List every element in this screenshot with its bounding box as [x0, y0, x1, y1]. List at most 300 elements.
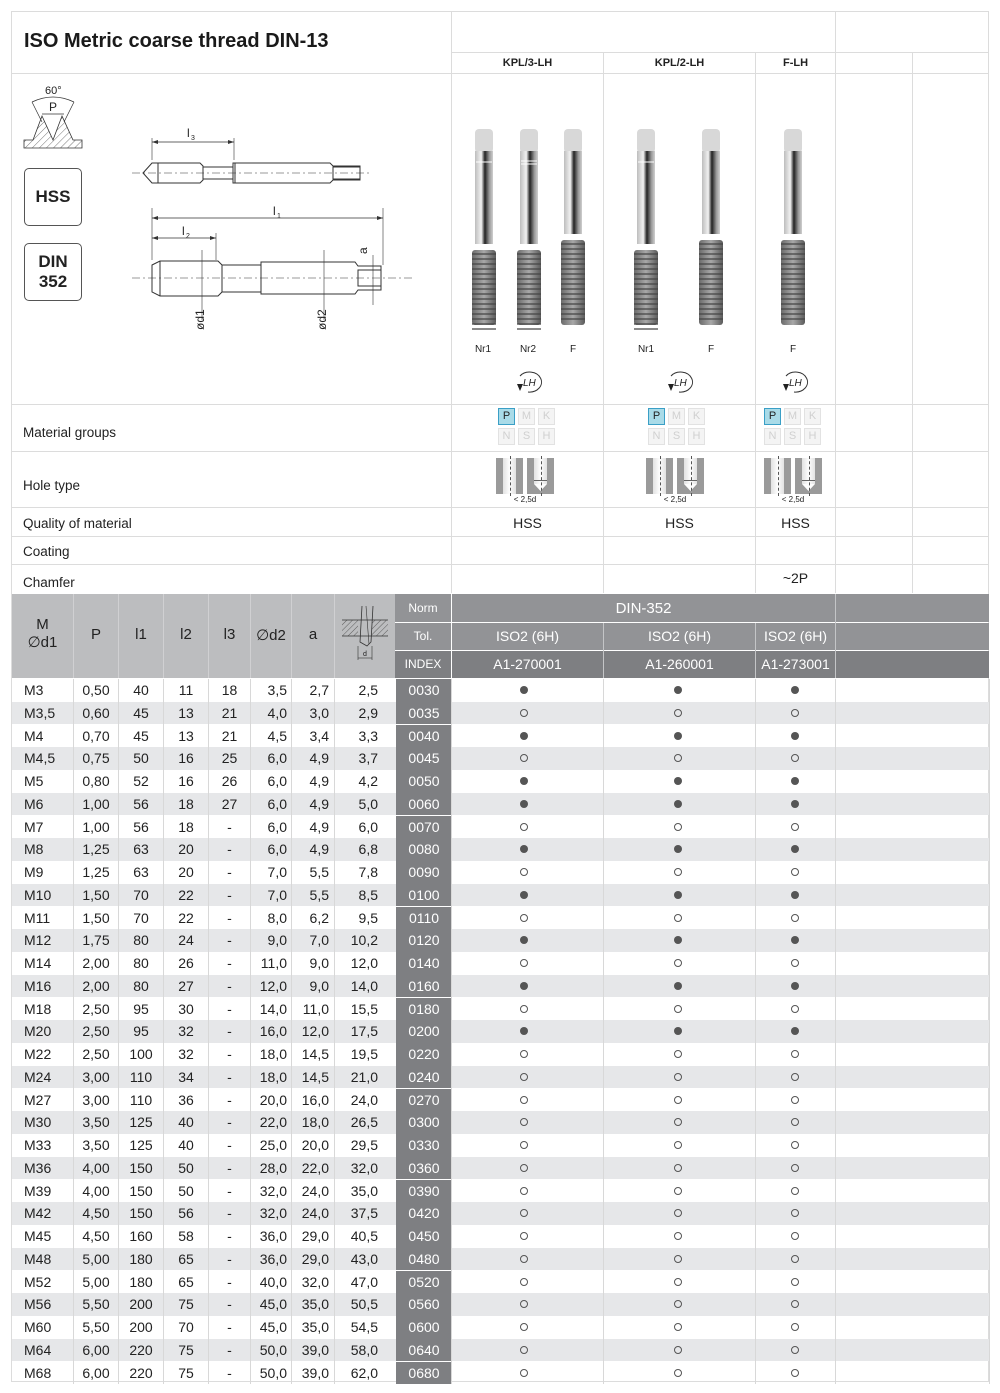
- cell-d2: 6,0: [267, 841, 287, 858]
- cell-l3: -: [227, 1296, 232, 1313]
- cell-a: 20,0: [301, 1137, 329, 1153]
- cell-m: M68: [24, 1364, 52, 1381]
- quality-value: HSS: [513, 515, 542, 531]
- divider: [912, 52, 913, 593]
- cell-l1: 70: [133, 886, 149, 903]
- cell-a: 24,0: [301, 1205, 329, 1222]
- cell-l3: -: [227, 1000, 232, 1017]
- availability-on-request-icon: [791, 1209, 799, 1217]
- cell-l2: 30: [178, 1000, 194, 1017]
- availability-on-request-icon: [520, 1346, 528, 1354]
- svg-text:LH: LH: [674, 378, 687, 389]
- availability-on-request-icon: [520, 1232, 528, 1240]
- cell-d2: 7,0: [267, 886, 287, 903]
- cell-l2: 75: [178, 1296, 194, 1313]
- quality-value: HSS: [781, 515, 810, 531]
- availability-on-request-icon: [791, 1232, 799, 1240]
- availability-on-request-icon: [674, 1369, 682, 1377]
- availability-on-request-icon: [791, 754, 799, 762]
- material-group-k: K: [804, 408, 821, 425]
- cell-drill: 3,3: [358, 727, 378, 744]
- material-group-s: S: [518, 428, 535, 445]
- availability-on-request-icon: [791, 1255, 799, 1263]
- availability-on-request-icon: [674, 1187, 682, 1195]
- cell-p: 3,00: [82, 1068, 110, 1085]
- cell-index: 0300: [396, 1111, 452, 1134]
- table-row: [12, 1089, 989, 1112]
- cell-a: 12,0: [301, 1023, 329, 1040]
- cell-l3: -: [227, 886, 232, 903]
- cell-l1: 150: [129, 1182, 153, 1199]
- hole-type-icons: [646, 458, 704, 504]
- col-header-p: P: [90, 626, 101, 643]
- cell-m: M42: [24, 1205, 52, 1222]
- cell-d2: 8,0: [267, 909, 287, 926]
- availability-on-request-icon: [674, 1346, 682, 1354]
- cell-d2: 4,0: [267, 704, 287, 721]
- cell-l2: 50: [178, 1182, 194, 1199]
- cell-m: M39: [24, 1182, 52, 1199]
- col-header-l1: l1: [135, 626, 147, 643]
- cell-a: 5,5: [309, 886, 329, 903]
- quality-value: HSS: [665, 515, 694, 531]
- cell-l1: 52: [133, 773, 149, 789]
- svg-text:ød1: ød1: [193, 309, 207, 330]
- cell-l1: 180: [129, 1273, 153, 1290]
- availability-on-request-icon: [520, 1164, 528, 1172]
- index-label: INDEX: [404, 657, 442, 671]
- hole-type-icons: [496, 458, 554, 504]
- drill-diameter-icon: [340, 604, 390, 671]
- cell-l3: -: [227, 1137, 232, 1153]
- cell-a: 29,0: [301, 1250, 329, 1267]
- cell-d2: 45,0: [259, 1319, 287, 1335]
- cell-index: 0100: [396, 884, 452, 907]
- cell-p: 4,00: [82, 1159, 110, 1176]
- availability-on-request-icon: [791, 709, 799, 717]
- cell-l1: 150: [129, 1159, 153, 1176]
- through-hole-icon: [646, 458, 673, 494]
- cell-index: 0090: [396, 861, 452, 884]
- cell-p: 0,80: [82, 773, 110, 789]
- cell-l1: 220: [129, 1364, 153, 1381]
- cell-l3: -: [227, 1250, 232, 1267]
- availability-on-request-icon: [674, 709, 682, 717]
- availability-on-request-icon: [520, 914, 528, 922]
- cell-drill: 37,5: [350, 1205, 378, 1222]
- material-group-m: M: [668, 408, 685, 425]
- thread-angle-label: 60°: [45, 85, 62, 97]
- availability-on-request-icon: [520, 959, 528, 967]
- article-index[interactable]: A1-270001: [493, 656, 562, 672]
- cell-a: 16,0: [301, 1091, 329, 1108]
- availability-stock-icon: [674, 845, 682, 853]
- availability-stock-icon: [674, 686, 682, 694]
- cell-a: 6,2: [309, 909, 329, 926]
- cell-l1: 80: [133, 955, 149, 971]
- cell-l1: 160: [129, 1228, 153, 1244]
- cell-l3: 27: [221, 795, 238, 812]
- cell-drill: 9,5: [358, 909, 378, 926]
- cell-m: M4,5: [24, 750, 56, 767]
- cell-p: 1,00: [82, 795, 110, 812]
- tap-image: [558, 127, 588, 337]
- availability-on-request-icon: [674, 1278, 682, 1286]
- cell-p: 1,25: [82, 841, 110, 858]
- svg-text:a: a: [356, 247, 370, 254]
- availability-on-request-icon: [520, 709, 528, 717]
- cell-p: 0,60: [82, 704, 110, 721]
- cell-d2: 14,0: [259, 1000, 287, 1017]
- cell-a: 5,5: [309, 864, 329, 880]
- cell-drill: 2,9: [358, 704, 378, 721]
- cell-l3: -: [227, 955, 232, 971]
- table-row: [12, 1248, 989, 1271]
- cell-a: 32,0: [301, 1273, 329, 1290]
- availability-stock-icon: [791, 800, 799, 808]
- cell-l2: 22: [178, 909, 194, 926]
- cell-m: M60: [24, 1319, 52, 1335]
- tap-image: [696, 127, 726, 337]
- svg-text:l: l: [182, 224, 185, 238]
- cell-d2: 32,0: [259, 1182, 287, 1199]
- divider: [835, 11, 836, 593]
- norm-value: DIN-352: [615, 600, 672, 617]
- availability-on-request-icon: [520, 1073, 528, 1081]
- cell-a: 4,9: [309, 795, 329, 812]
- cell-d2: 28,0: [259, 1159, 287, 1176]
- cell-p: 0,70: [82, 727, 110, 744]
- cell-d2: 6,0: [267, 750, 287, 767]
- availability-on-request-icon: [674, 959, 682, 967]
- article-index[interactable]: A1-273001: [761, 656, 830, 672]
- table-row: [12, 1271, 989, 1294]
- material-group-p: P: [648, 408, 665, 425]
- cell-l1: 80: [133, 977, 149, 994]
- table-row: [12, 1157, 989, 1180]
- col-header-a: a: [308, 626, 318, 643]
- cell-index: 0035: [396, 702, 452, 725]
- availability-stock-icon: [674, 982, 682, 990]
- cell-d2: 6,0: [267, 773, 287, 789]
- cell-drill: 12,0: [350, 955, 378, 971]
- availability-on-request-icon: [674, 1232, 682, 1240]
- cell-a: 14,5: [301, 1068, 329, 1085]
- cell-d2: 3,5: [267, 682, 287, 698]
- table-row: [12, 861, 989, 884]
- table-row: [12, 1225, 989, 1248]
- col-header-d2: ∅d2: [256, 627, 286, 644]
- cell-d2: 45,0: [259, 1296, 287, 1313]
- cell-m: M33: [24, 1137, 52, 1153]
- availability-on-request-icon: [520, 1050, 528, 1058]
- cell-d2: 6,0: [267, 818, 287, 835]
- availability-on-request-icon: [520, 1278, 528, 1286]
- cell-l2: 13: [178, 704, 194, 721]
- cell-l3: -: [227, 1091, 232, 1108]
- material-group-grid: [498, 408, 555, 445]
- cell-drill: 3,7: [358, 750, 378, 767]
- cell-drill: 54,5: [350, 1319, 378, 1335]
- cell-drill: 40,5: [350, 1228, 378, 1244]
- availability-on-request-icon: [791, 1073, 799, 1081]
- cell-l2: 70: [178, 1319, 194, 1335]
- hole-depth-caption: < 2,5d: [513, 495, 537, 504]
- cell-l1: 150: [129, 1205, 153, 1222]
- cell-l1: 200: [129, 1319, 153, 1335]
- material-group-grid: [764, 408, 821, 445]
- cell-l3: -: [227, 1182, 232, 1199]
- cell-d2: 50,0: [259, 1364, 287, 1381]
- cell-index: 0160: [396, 975, 452, 998]
- availability-stock-icon: [674, 1027, 682, 1035]
- cell-drill: 7,8: [358, 864, 378, 880]
- table-row: [12, 929, 989, 952]
- col-header-l2: l2: [180, 626, 192, 643]
- cell-l1: 180: [129, 1250, 153, 1267]
- cell-p: 1,50: [82, 909, 110, 926]
- cell-d2: 18,0: [259, 1068, 287, 1085]
- cell-l2: 16: [178, 773, 194, 789]
- cell-m: M24: [24, 1068, 52, 1085]
- cell-drill: 19,5: [350, 1046, 378, 1062]
- cell-a: 29,0: [301, 1228, 329, 1244]
- availability-on-request-icon: [791, 1164, 799, 1172]
- divider: [11, 507, 989, 508]
- cell-l2: 24: [178, 932, 194, 949]
- availability-on-request-icon: [520, 1096, 528, 1104]
- availability-on-request-icon: [520, 754, 528, 762]
- cell-m: M12: [24, 932, 52, 949]
- cell-m: M3: [24, 682, 44, 698]
- blind-hole-icon: [795, 458, 822, 494]
- col-header-l3: l3: [223, 626, 236, 643]
- availability-stock-icon: [520, 982, 528, 990]
- cell-l1: 50: [133, 750, 149, 767]
- cell-a: 39,0: [301, 1341, 329, 1358]
- cell-drill: 6,0: [358, 818, 378, 835]
- cell-d2: 36,0: [259, 1228, 287, 1244]
- cell-d2: 20,0: [259, 1091, 287, 1108]
- cell-a: 7,0: [309, 932, 329, 949]
- cell-index: 0180: [396, 998, 452, 1021]
- cell-l1: 70: [133, 909, 149, 926]
- cell-l3: 18: [221, 682, 238, 698]
- material-group-h: H: [538, 428, 555, 445]
- cell-l2: 26: [178, 955, 194, 971]
- cell-m: M10: [24, 886, 52, 903]
- product-header-flh: F-LH: [782, 57, 809, 69]
- svg-text:LH: LH: [523, 378, 536, 389]
- cell-d2: 16,0: [259, 1023, 287, 1040]
- availability-on-request-icon: [674, 754, 682, 762]
- cell-l2: 58: [178, 1228, 194, 1244]
- cell-l2: 40: [178, 1114, 194, 1131]
- cell-p: 3,50: [82, 1137, 110, 1153]
- cell-m: M6: [24, 795, 44, 812]
- product-header-kpl2: KPL/2-LH: [654, 57, 705, 69]
- left-hand-rotation-icon: [665, 370, 697, 399]
- cell-m: M8: [24, 841, 44, 858]
- article-index[interactable]: A1-260001: [645, 656, 714, 672]
- cell-l1: 110: [129, 1068, 153, 1085]
- availability-on-request-icon: [674, 1073, 682, 1081]
- availability-on-request-icon: [520, 1209, 528, 1217]
- cell-l2: 50: [178, 1159, 194, 1176]
- cell-l1: 56: [133, 818, 149, 835]
- label-quality: Quality of material: [23, 516, 132, 531]
- availability-on-request-icon: [791, 1369, 799, 1377]
- availability-stock-icon: [791, 686, 799, 694]
- cell-index: 0030: [396, 679, 452, 702]
- cell-m: M16: [24, 977, 52, 994]
- cell-d2: 12,0: [259, 977, 287, 994]
- availability-on-request-icon: [520, 1255, 528, 1263]
- cell-drill: 32,0: [350, 1159, 378, 1176]
- blind-hole-icon: [677, 458, 704, 494]
- availability-on-request-icon: [674, 868, 682, 876]
- cell-l1: 200: [129, 1296, 153, 1313]
- table-row: [12, 725, 989, 748]
- cell-a: 4,9: [309, 773, 329, 789]
- availability-stock-icon: [791, 982, 799, 990]
- cell-m: M11: [24, 909, 51, 926]
- cell-l1: 110: [129, 1091, 153, 1108]
- table-row: [12, 816, 989, 839]
- availability-stock-icon: [674, 936, 682, 944]
- table-row: [12, 1316, 989, 1339]
- cell-l1: 45: [133, 704, 149, 721]
- cell-drill: 14,0: [350, 977, 378, 994]
- cell-l3: -: [227, 1273, 232, 1290]
- divider: [11, 536, 989, 537]
- cell-index: 0220: [396, 1043, 452, 1066]
- cell-l3: -: [227, 1319, 232, 1335]
- availability-stock-icon: [520, 800, 528, 808]
- cell-l2: 40: [178, 1137, 194, 1153]
- cell-index: 0480: [396, 1248, 452, 1271]
- cell-index: 0070: [396, 816, 452, 839]
- availability-stock-icon: [674, 800, 682, 808]
- cell-l1: 220: [129, 1341, 153, 1358]
- cell-index: 0640: [396, 1339, 452, 1362]
- cell-p: 2,00: [82, 955, 110, 971]
- cell-index: 0045: [396, 747, 452, 770]
- cell-p: 6,00: [82, 1341, 110, 1358]
- variant-label: F: [569, 344, 577, 355]
- availability-stock-icon: [674, 891, 682, 899]
- cell-p: 5,00: [82, 1273, 110, 1290]
- cell-m: M36: [24, 1159, 52, 1176]
- cell-l2: 27: [178, 977, 194, 994]
- availability-on-request-icon: [520, 1300, 528, 1308]
- availability-on-request-icon: [674, 1141, 682, 1149]
- availability-on-request-icon: [674, 1050, 682, 1058]
- material-group-m: M: [518, 408, 535, 425]
- cell-l2: 11: [178, 682, 194, 698]
- cell-index: 0680: [396, 1362, 452, 1385]
- cell-d2: 25,0: [259, 1137, 287, 1153]
- product-header-kpl3: KPL/3-LH: [502, 57, 553, 69]
- cell-a: 9,0: [309, 955, 329, 971]
- cell-l3: -: [227, 1023, 232, 1040]
- svg-text:ød2: ød2: [315, 309, 329, 330]
- hole-type-icons: [764, 458, 822, 504]
- availability-on-request-icon: [791, 1050, 799, 1058]
- cell-a: 24,0: [301, 1182, 329, 1199]
- material-badge-text: HSS: [35, 187, 71, 206]
- cell-p: 1,25: [82, 864, 110, 880]
- divider: [11, 404, 989, 405]
- material-group-h: H: [804, 428, 821, 445]
- cell-drill: 50,5: [350, 1296, 378, 1313]
- variant-label: Nr1: [637, 344, 655, 355]
- cell-index: 0240: [396, 1066, 452, 1089]
- cell-d2: 50,0: [259, 1341, 287, 1358]
- cell-l3: 21: [221, 727, 238, 744]
- material-group-m: M: [784, 408, 801, 425]
- cell-index: 0120: [396, 929, 452, 952]
- cell-drill: 10,2: [350, 932, 378, 949]
- cell-m: M56: [24, 1296, 52, 1313]
- cell-p: 0,75: [82, 750, 110, 767]
- thread-profile-icon: [22, 80, 86, 152]
- divider: [11, 451, 989, 452]
- cell-drill: 8,5: [358, 886, 378, 903]
- cell-p: 3,00: [82, 1091, 110, 1108]
- cell-drill: 62,0: [350, 1364, 378, 1381]
- material-badge: [24, 168, 82, 226]
- cell-d2: 22,0: [259, 1114, 287, 1131]
- cell-l3: -: [227, 1159, 232, 1176]
- table-row: [12, 1202, 989, 1225]
- availability-stock-icon: [520, 936, 528, 944]
- availability-on-request-icon: [520, 1369, 528, 1377]
- cell-index: 0390: [396, 1180, 452, 1203]
- cell-drill: 21,0: [350, 1068, 378, 1085]
- cell-a: 2,7: [309, 682, 329, 698]
- cell-m: M52: [24, 1273, 52, 1290]
- cell-l1: 63: [133, 841, 149, 858]
- availability-stock-icon: [791, 845, 799, 853]
- col-header-m: M ∅d1: [27, 616, 58, 651]
- tap-image: [514, 127, 544, 337]
- cell-index: 0110: [396, 907, 452, 930]
- cell-a: 9,0: [309, 977, 329, 994]
- cell-l2: 32: [178, 1046, 194, 1062]
- cell-p: 6,00: [82, 1364, 110, 1381]
- chamfer-value: ~2P: [782, 570, 809, 586]
- cell-index: 0420: [396, 1202, 452, 1225]
- cell-index: 0330: [396, 1134, 452, 1157]
- availability-on-request-icon: [791, 1118, 799, 1126]
- availability-stock-icon: [520, 891, 528, 899]
- cell-p: 3,50: [82, 1114, 110, 1131]
- table-row: [12, 1339, 989, 1362]
- table-row: [12, 838, 989, 861]
- cell-l1: 63: [133, 864, 149, 880]
- variant-label: F: [789, 344, 797, 355]
- cell-a: 4,9: [309, 841, 329, 858]
- cell-p: 1,00: [82, 818, 110, 835]
- material-group-n: N: [648, 428, 665, 445]
- svg-text:2: 2: [186, 233, 190, 240]
- cell-d2: 7,0: [267, 864, 287, 880]
- label-coating: Coating: [23, 544, 70, 559]
- availability-stock-icon: [791, 732, 799, 740]
- cell-m: M14: [24, 955, 52, 971]
- cell-l3: -: [227, 1046, 232, 1062]
